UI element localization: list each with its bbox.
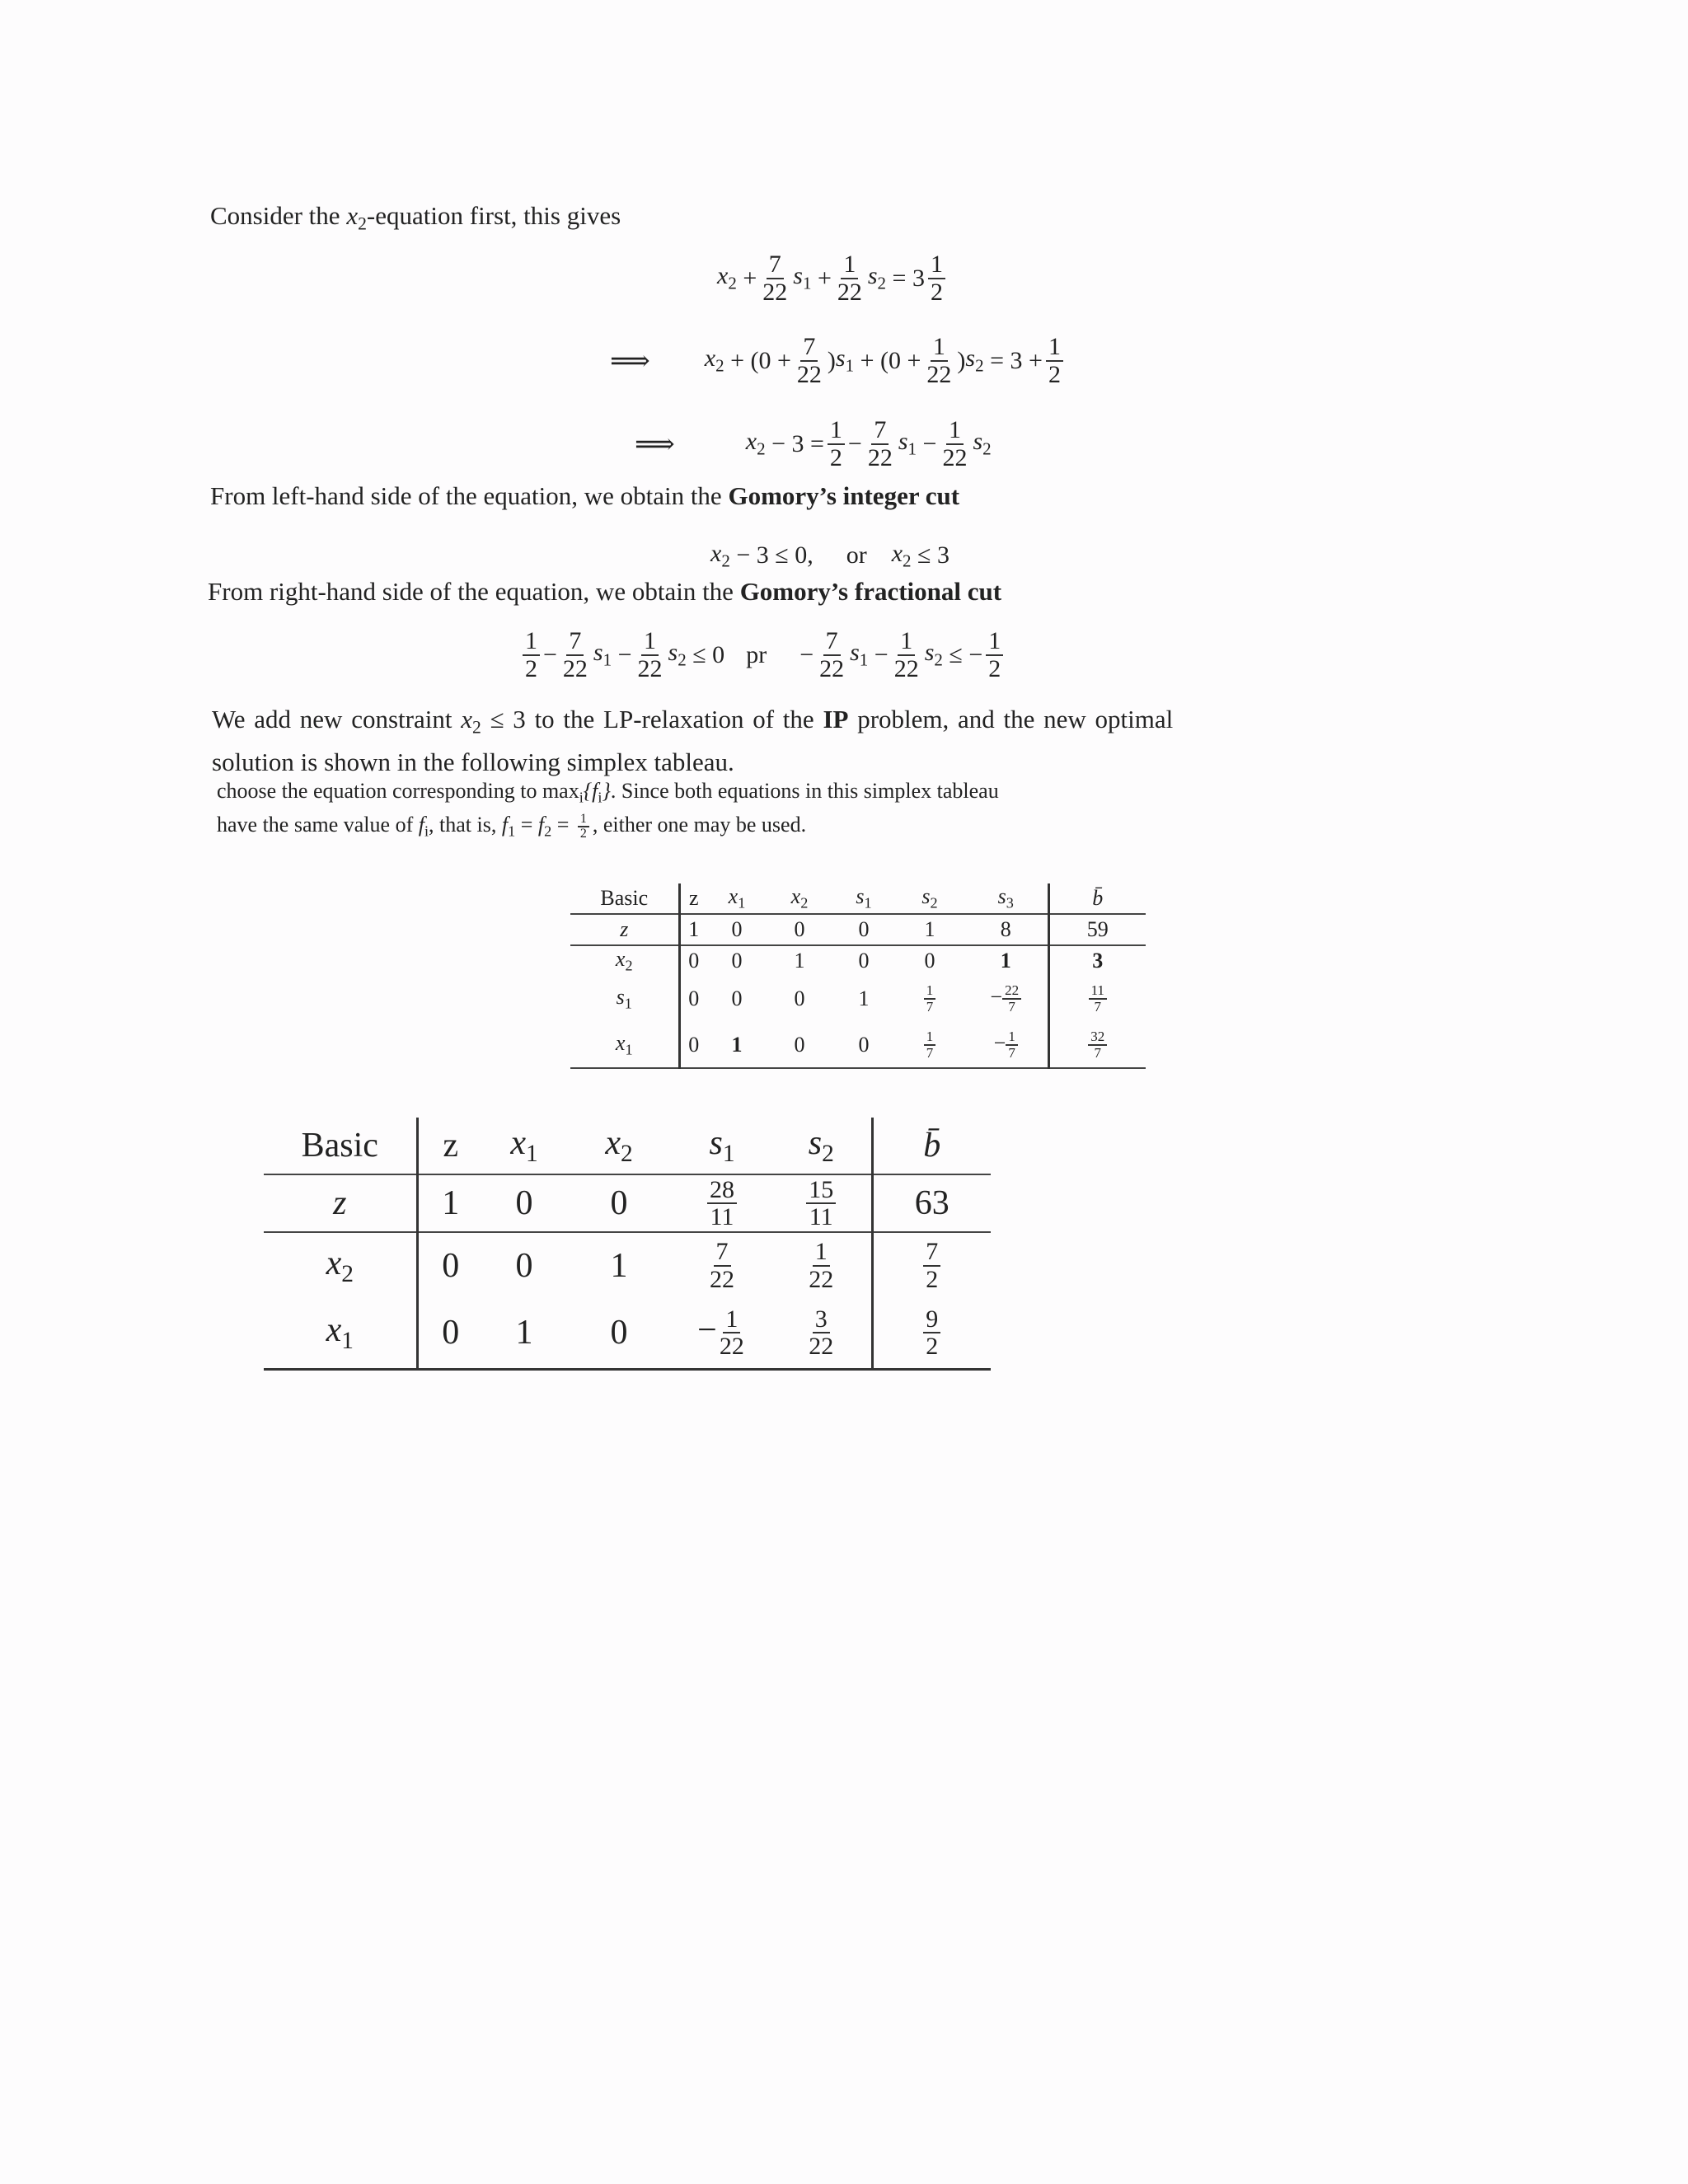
table-cell: $\frac{11}{7}$ xyxy=(1048,976,1146,1022)
header-z: z xyxy=(679,883,707,914)
table-row xyxy=(264,1174,991,1232)
row-basic-x1: $x_1$ xyxy=(570,1022,679,1068)
table-cell: 0 xyxy=(688,949,700,972)
table-cell: 0 xyxy=(483,1174,565,1232)
table-cell: $\frac{28}{11}$ xyxy=(673,1174,771,1232)
table-cell: 0 xyxy=(832,914,895,945)
row-basic-s1: $s_1$ xyxy=(570,976,679,1022)
table-cell: 0 xyxy=(767,914,832,945)
table-row xyxy=(570,945,1146,976)
row-basic-x2: $x_2$ xyxy=(264,1232,417,1298)
row-basic-x1: $x_1$ xyxy=(264,1298,417,1369)
table-cell: $\frac{1}{22}$ xyxy=(771,1232,872,1298)
table-cell: 0 xyxy=(794,987,805,1010)
equation-1: $x_2$ + $\frac{7}{22}$ $s_1$ + $\frac{1}{22}$ $s_2$ = 3 $\frac{1}{2}$ xyxy=(717,251,949,305)
table-cell: − $\frac{22}{7}$ xyxy=(964,976,1048,1022)
table-row xyxy=(570,914,1146,945)
table-cell: 0 xyxy=(731,949,743,972)
table-cell: 3 xyxy=(1092,949,1104,972)
table-cell: $\frac{7}{22}$ xyxy=(710,1238,734,1293)
table-cell: 59 xyxy=(1048,914,1146,945)
header-b: b̄ xyxy=(872,1118,991,1174)
table-cell: 1 xyxy=(417,1174,483,1232)
integer-cut-inequality: $x_2$ − 3 ≤ 0, or $x_2$ ≤ 3 xyxy=(710,540,950,571)
header-x1: $x_1$ xyxy=(707,883,767,914)
header-x2: $x_2$ xyxy=(565,1118,673,1174)
table-cell: − $\frac{1}{7}$ xyxy=(964,1022,1048,1068)
header-s1: $s_1$ xyxy=(673,1118,771,1174)
table-cell: 0 xyxy=(515,1246,533,1285)
new-constraint-paragraph: We add new constraint $x_2 \le 3$ to the LP-relaxation of the IP problem, and the new optimal solution is shown in the following simplex tableau. xyxy=(212,702,1173,780)
table-cell: 0 xyxy=(767,1022,832,1068)
table-row xyxy=(570,1022,1146,1068)
table-cell: 0 xyxy=(924,949,935,972)
left-cut-line xyxy=(210,479,959,513)
new-constraint-pre: We add new constraint xyxy=(212,705,452,733)
right-cut-text: From right-hand side of the equation, we obtain the xyxy=(208,577,734,606)
fractional-cut-inequality: $\frac{1}{2}$ − $\frac{7}{22}$ $s_1$ − $\frac{1}{22}$ $s_2$ ≤ 0 pr − $\frac{7}{22}$ $s_1$ − $\frac{1}{22}$ $s_2$ ≤ − $\frac{1}{2}$ xyxy=(519,628,1006,682)
right-cut-line xyxy=(208,574,1001,609)
row-basic-z: z xyxy=(264,1174,417,1232)
table-cell: 0 xyxy=(565,1298,673,1369)
table-cell: 1 xyxy=(707,1022,767,1068)
table-cell: $\frac{1}{7}$ xyxy=(895,1022,964,1068)
row-basic-z: z xyxy=(570,914,679,945)
equation-3: ⟹ $x_2$ − 3 = $\frac{1}{2}$ − $\frac{7}{22}$ $s_1$ − $\frac{1}{22}$ $s_2$ xyxy=(635,416,992,471)
new-constraint-tail: problem, and the new optimal xyxy=(857,705,1174,733)
header-basic: Basic xyxy=(264,1118,417,1174)
header-s2: $s_2$ xyxy=(771,1118,872,1174)
left-cut-text: From left-hand side of the equation, we obtain the xyxy=(210,481,722,510)
table-cell: 63 xyxy=(872,1174,991,1232)
table-cell: 0 xyxy=(832,1022,895,1068)
table-cell: 0 xyxy=(731,987,743,1010)
header-x2: $x_2$ xyxy=(767,883,832,914)
header-s3: $s_3$ xyxy=(964,883,1048,914)
header-x1: $x_1$ xyxy=(483,1118,565,1174)
table-header-row xyxy=(264,1118,991,1174)
equation-2: ⟹ $x_2$ + (0 + $\frac{7}{22}$ ) $s_1$ + (0 + $\frac{1}{22}$ ) $s_2$ = 3 + $\frac{1}{2}$ xyxy=(610,334,1067,387)
table-cell: 1 xyxy=(964,945,1048,976)
note-line2-pre: have the same value of xyxy=(217,813,414,837)
header-s2: $s_2$ xyxy=(895,883,964,914)
table-cell: 1 xyxy=(895,914,964,945)
simplex-tableau-small xyxy=(570,883,1146,1069)
table-cell: 1 xyxy=(610,1246,628,1285)
table-cell: $\frac{1}{7}$ xyxy=(895,976,964,1022)
table-cell: $\frac{15}{11}$ xyxy=(771,1174,872,1232)
intro-line xyxy=(210,199,621,241)
note-paragraph: choose the equation corresponding to $\max_i\{f_i\}$. Since both equations in this simplex tableau have the same value of $f_i$, that is, $f_1 = f_2$ = $\frac{1}{2}$ , either one may be used. xyxy=(217,779,999,841)
table-row xyxy=(264,1232,991,1298)
note-line1-pre: choose the equation corresponding to max xyxy=(217,779,579,803)
intro-text: Consider the xyxy=(210,201,340,230)
table-cell: 1 xyxy=(483,1298,565,1369)
table-cell: 1 xyxy=(794,949,805,972)
table-cell: − $\frac{1}{22}$ xyxy=(673,1298,771,1369)
header-s1: $s_1$ xyxy=(832,883,895,914)
table-cell: 0 xyxy=(858,949,870,972)
note-line2-post: , either one may be used. xyxy=(592,813,807,837)
header-basic: Basic xyxy=(570,883,679,914)
new-constraint-post: to the LP-relaxation of the xyxy=(534,705,814,733)
table-cell: 0 xyxy=(565,1174,673,1232)
note-line1-post: . Since both equations in this simplex tableau xyxy=(610,779,999,803)
header-b: b̄ xyxy=(1048,883,1146,914)
table-cell: $\frac{3}{22}$ xyxy=(771,1298,872,1369)
or-word-2: pr xyxy=(746,640,767,668)
table-cell: 8 xyxy=(964,914,1048,945)
table-cell: 1 xyxy=(858,987,870,1010)
intro-tail-text: -equation first, this gives xyxy=(366,201,621,230)
fractional-cut-label: Gomory’s fractional cut xyxy=(739,577,1002,606)
table-cell: 0 xyxy=(417,1298,483,1369)
implies-arrow-2: ⟹ xyxy=(635,429,675,460)
table-row xyxy=(264,1298,991,1369)
row-basic-x2: $x_2$ xyxy=(570,945,679,976)
implies-arrow-1: ⟹ xyxy=(610,345,650,377)
table-cell: 1 xyxy=(679,914,707,945)
table-cell: $\frac{7}{2}$ xyxy=(872,1232,991,1298)
var-x2: $x_2$ xyxy=(346,201,367,234)
table-header-row xyxy=(570,883,1146,914)
table-cell: 0 xyxy=(688,987,700,1010)
simplex-tableau-large xyxy=(264,1118,991,1371)
table-cell: 0 xyxy=(707,914,767,945)
header-z: z xyxy=(417,1118,483,1174)
table-cell: $\frac{32}{7}$ xyxy=(1048,1022,1146,1068)
or-word: or xyxy=(846,541,867,569)
table-cell: 0 xyxy=(442,1246,460,1285)
table-cell: $\frac{9}{2}$ xyxy=(872,1298,991,1369)
ip-word: IP xyxy=(823,705,849,733)
table-cell: 0 xyxy=(679,1022,707,1068)
new-constraint-line2: solution is shown in the following simplex tableau. xyxy=(212,747,734,776)
table-row xyxy=(570,976,1146,1022)
integer-cut-label: Gomory’s integer cut xyxy=(728,481,960,510)
